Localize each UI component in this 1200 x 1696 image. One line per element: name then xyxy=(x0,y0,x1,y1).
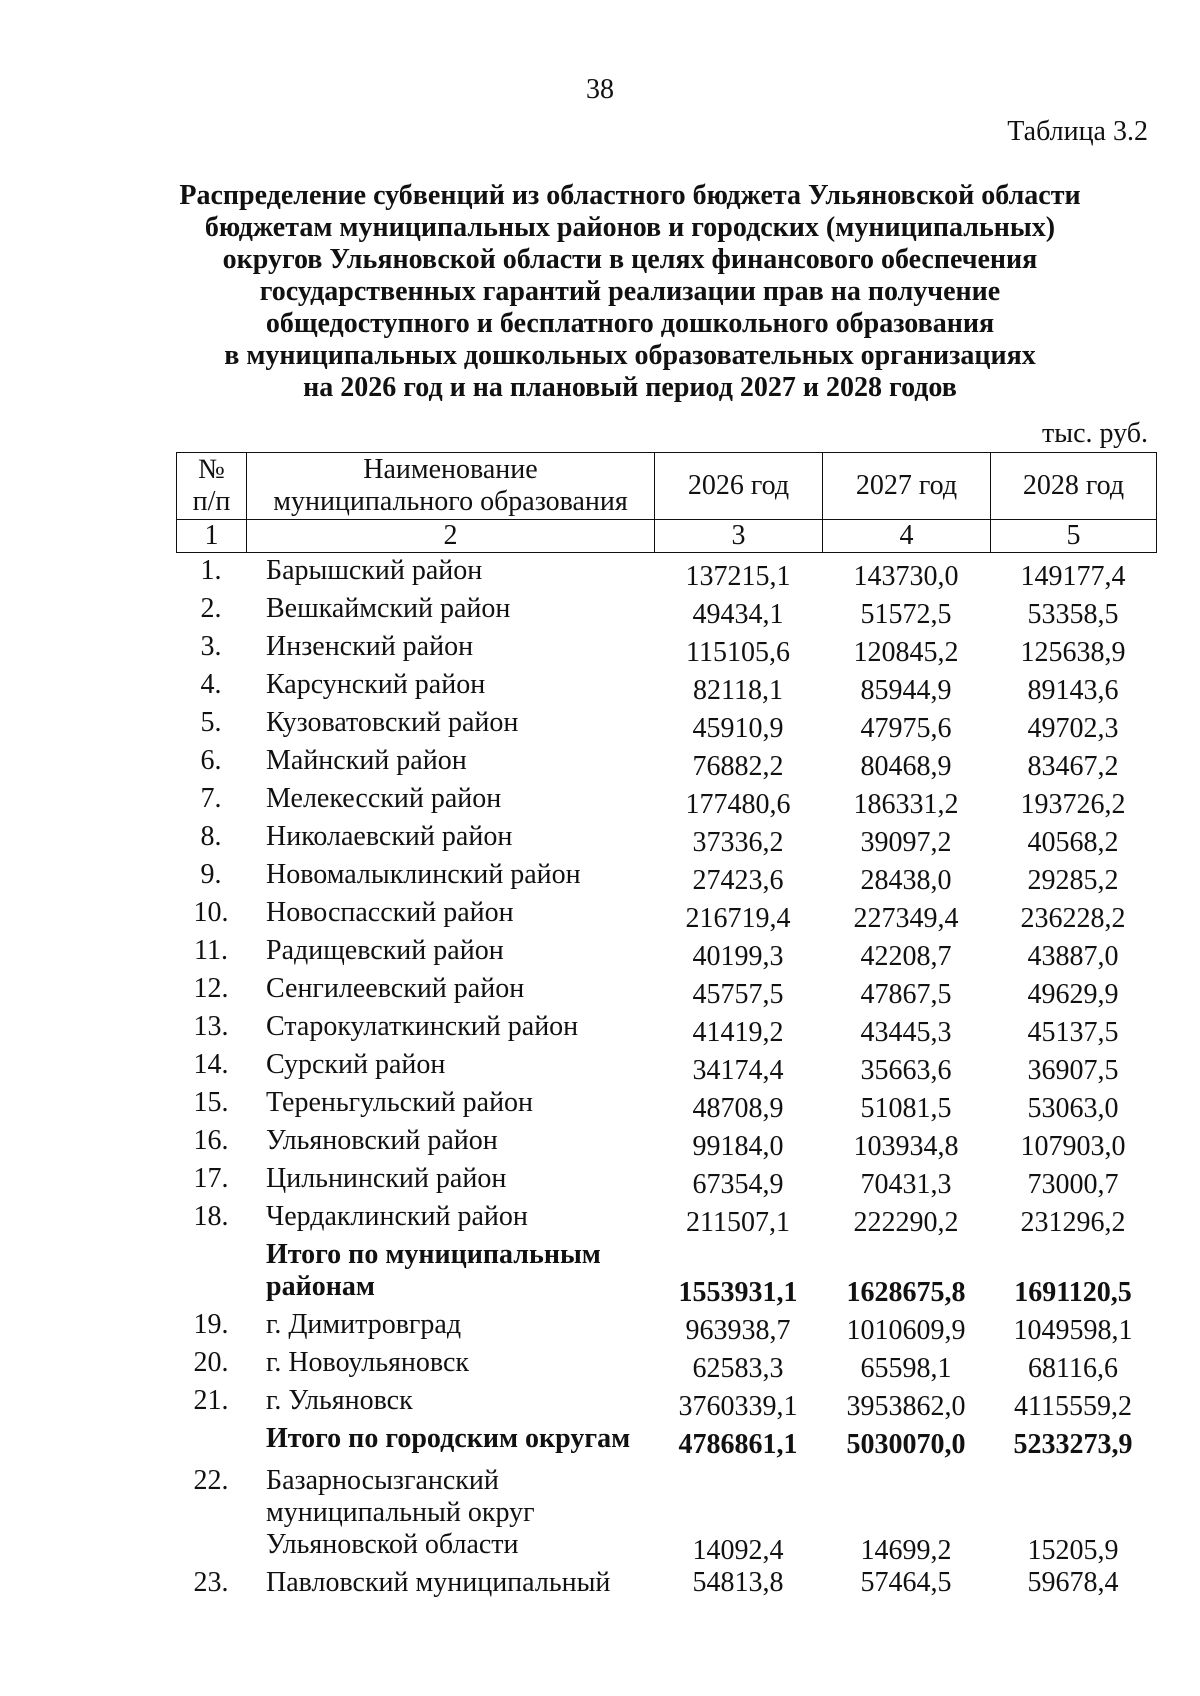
page-number: 38 xyxy=(586,74,614,105)
row-name: Инзенский район xyxy=(266,631,474,662)
cell-2028: 5233273,9 xyxy=(1013,1429,1133,1460)
cell-2026: 62583,3 xyxy=(692,1353,784,1384)
header-name: Наименование муниципального образования xyxy=(247,453,655,520)
row-name: Кузоватовский район xyxy=(266,707,519,738)
cell-2027: 47867,5 xyxy=(860,979,952,1010)
row-number: 10. xyxy=(193,897,229,928)
title-line: округов Ульяновской области в целях финансового обеспечения xyxy=(222,244,1038,275)
unit-label: тыс. руб. xyxy=(1042,418,1148,449)
table-row xyxy=(176,969,1162,1010)
cell-2028: 107903,0 xyxy=(1020,1131,1126,1162)
row-number: 15. xyxy=(193,1087,229,1118)
cell-2028: 4115559,2 xyxy=(1014,1391,1132,1422)
cell-2028: 125638,9 xyxy=(1020,637,1126,668)
table-row xyxy=(176,741,1162,782)
subtotal-label: Итого по муниципальным районам xyxy=(266,1239,601,1302)
cell-2028: 43887,0 xyxy=(1027,941,1119,972)
cell-2026: 4786861,1 xyxy=(678,1429,798,1460)
table-row xyxy=(176,589,1162,630)
table-row xyxy=(176,1007,1162,1048)
cell-2027: 35663,6 xyxy=(860,1055,952,1086)
cell-2028: 45137,5 xyxy=(1027,1017,1119,1048)
cell-2027: 143730,0 xyxy=(853,561,959,592)
row-name: г. Ульяновск xyxy=(266,1385,413,1416)
header-2027: 2027 год xyxy=(823,453,991,520)
table-row xyxy=(176,1305,1162,1346)
title-line: в муниципальных дошкольных образовательных организациях xyxy=(224,340,1036,371)
row-name: Чердаклинский район xyxy=(266,1201,528,1232)
cell-2026: 27423,6 xyxy=(692,865,784,896)
row-number: 20. xyxy=(193,1347,229,1378)
cell-2028: 68116,6 xyxy=(1028,1353,1118,1384)
row-name: Сурский район xyxy=(266,1049,446,1080)
row-name: Новоспасский район xyxy=(266,897,514,928)
table-row xyxy=(176,665,1162,706)
table-header xyxy=(176,452,1157,553)
table-body xyxy=(176,551,1162,1601)
cell-2027: 80468,9 xyxy=(860,751,952,782)
table-row xyxy=(176,1045,1162,1086)
row-name: Тереньгульский район xyxy=(266,1087,534,1118)
cell-2026: 963938,7 xyxy=(685,1315,791,1346)
column-index: 2 xyxy=(247,520,655,553)
title-line: на 2026 год и на плановый период 2027 и 2028 годов xyxy=(303,372,957,403)
row-number: 18. xyxy=(193,1201,229,1232)
title-line: бюджетам муниципальных районов и городских (муниципальных) xyxy=(204,212,1056,243)
row-name: Майнский район xyxy=(266,745,467,776)
row-number: 12. xyxy=(193,973,229,1004)
cell-2026: 14092,4 xyxy=(692,1535,784,1566)
row-number: 17. xyxy=(193,1163,229,1194)
cell-2027: 57464,5 xyxy=(860,1567,952,1598)
row-number: 5. xyxy=(200,707,222,738)
cell-2027: 51081,5 xyxy=(860,1093,952,1124)
title-line: общедоступного и бесплатного дошкольного образования xyxy=(265,308,995,339)
row-number: 4. xyxy=(200,669,222,700)
cell-2027: 39097,2 xyxy=(860,827,952,858)
table-row xyxy=(176,1343,1162,1384)
cell-2026: 49434,1 xyxy=(692,599,784,630)
column-index: 3 xyxy=(655,520,823,553)
cell-2027: 14699,2 xyxy=(860,1535,952,1566)
cell-2027: 85944,9 xyxy=(860,675,952,706)
cell-2027: 1010609,9 xyxy=(846,1315,966,1346)
table-row xyxy=(176,703,1162,744)
cell-2027: 70431,3 xyxy=(860,1169,952,1200)
table-row xyxy=(176,1461,1162,1566)
cell-2028: 36907,5 xyxy=(1027,1055,1119,1086)
cell-2027: 103934,8 xyxy=(853,1131,959,1162)
cell-2026: 82118,1 xyxy=(693,675,783,706)
table-label: Таблица 3.2 xyxy=(1007,116,1148,147)
header-2026: 2026 год xyxy=(655,453,823,520)
cell-2028: 89143,6 xyxy=(1027,675,1119,706)
cell-2028: 231296,2 xyxy=(1020,1207,1126,1238)
row-number: 3. xyxy=(200,631,222,662)
column-index: 5 xyxy=(991,520,1157,553)
cell-2028: 59678,4 xyxy=(1027,1567,1119,1598)
row-number: 1. xyxy=(200,555,222,586)
table-row xyxy=(176,931,1162,972)
row-number: 11. xyxy=(194,935,228,966)
cell-2028: 193726,2 xyxy=(1020,789,1126,820)
row-number: 21. xyxy=(193,1385,229,1416)
cell-2028: 1049598,1 xyxy=(1013,1315,1133,1346)
cell-2027: 28438,0 xyxy=(860,865,952,896)
row-number: 7. xyxy=(200,783,222,814)
table-row xyxy=(176,1121,1162,1162)
row-name: Сенгилеевский район xyxy=(266,973,525,1004)
cell-2026: 37336,2 xyxy=(692,827,784,858)
row-name: Николаевский район xyxy=(266,821,513,852)
table-row xyxy=(176,627,1162,668)
cell-2027: 227349,4 xyxy=(853,903,959,934)
table-row xyxy=(176,817,1162,858)
cell-2026: 40199,3 xyxy=(692,941,784,972)
cell-2026: 211507,1 xyxy=(686,1207,790,1238)
cell-2026: 115105,6 xyxy=(686,637,790,668)
table-row xyxy=(176,1563,1162,1601)
cell-2027: 3953862,0 xyxy=(846,1391,966,1422)
cell-2027: 120845,2 xyxy=(853,637,959,668)
cell-2026: 177480,6 xyxy=(685,789,791,820)
cell-2027: 65598,1 xyxy=(860,1353,952,1384)
cell-2028: 149177,4 xyxy=(1020,561,1126,592)
column-index: 1 xyxy=(177,520,247,553)
row-name: Мелекесский район xyxy=(266,783,502,814)
cell-2027: 186331,2 xyxy=(853,789,959,820)
cell-2026: 216719,4 xyxy=(685,903,791,934)
cell-2028: 73000,7 xyxy=(1027,1169,1119,1200)
row-name: Карсунский район xyxy=(266,669,486,700)
cell-2026: 3760339,1 xyxy=(678,1391,798,1422)
row-number: 19. xyxy=(193,1309,229,1340)
cell-2027: 43445,3 xyxy=(860,1017,952,1048)
table-row xyxy=(176,893,1162,934)
cell-2026: 137215,1 xyxy=(685,561,791,592)
row-number: 16. xyxy=(193,1125,229,1156)
cell-2028: 53358,5 xyxy=(1027,599,1119,630)
cell-2028: 83467,2 xyxy=(1027,751,1119,782)
header-number: № п/п xyxy=(177,453,247,520)
title-line: государственных гарантий реализации прав на получение xyxy=(259,276,1001,307)
cell-2027: 42208,7 xyxy=(860,941,952,972)
row-number: 22. xyxy=(193,1465,229,1496)
cell-2026: 45757,5 xyxy=(692,979,784,1010)
row-name: г. Димитровград xyxy=(266,1309,462,1340)
row-number: 8. xyxy=(200,821,222,852)
cell-2028: 49702,3 xyxy=(1027,713,1119,744)
document-title xyxy=(150,180,1110,404)
subtotal-cities-row xyxy=(176,1419,1162,1461)
row-name: Ульяновский район xyxy=(266,1125,498,1156)
cell-2027: 222290,2 xyxy=(853,1207,959,1238)
row-number: 6. xyxy=(200,745,222,776)
row-name: Базарносызганский муниципальный округ Ульяновской области xyxy=(266,1465,535,1560)
cell-2028: 40568,2 xyxy=(1027,827,1119,858)
cell-2026: 45910,9 xyxy=(692,713,784,744)
cell-2026: 76882,2 xyxy=(692,751,784,782)
table-row xyxy=(176,779,1162,820)
cell-2026: 34174,4 xyxy=(692,1055,784,1086)
table-row xyxy=(176,855,1162,896)
table-row xyxy=(176,1159,1162,1200)
cell-2027: 1628675,8 xyxy=(846,1277,966,1308)
table-row xyxy=(176,1083,1162,1124)
cell-2028: 29285,2 xyxy=(1027,865,1119,896)
row-number: 9. xyxy=(200,859,222,890)
cell-2026: 99184,0 xyxy=(692,1131,784,1162)
title-line: Распределение субвенций из областного бюджета Ульяновской области xyxy=(179,180,1081,211)
row-number: 14. xyxy=(193,1049,229,1080)
cell-2028: 236228,2 xyxy=(1020,903,1126,934)
cell-2028: 1691120,5 xyxy=(1014,1277,1132,1308)
cell-2027: 47975,6 xyxy=(860,713,952,744)
cell-2026: 54813,8 xyxy=(692,1567,784,1598)
row-number: 2. xyxy=(200,593,222,624)
row-name: Новомалыклинский район xyxy=(266,859,581,890)
header-2028: 2028 год xyxy=(991,453,1157,520)
cell-2026: 48708,9 xyxy=(692,1093,784,1124)
row-name: Радищевский район xyxy=(266,935,504,966)
cell-2027: 5030070,0 xyxy=(846,1429,966,1460)
row-number: 13. xyxy=(193,1011,229,1042)
cell-2028: 15205,9 xyxy=(1027,1535,1119,1566)
row-number: 23. xyxy=(193,1567,229,1598)
cell-2028: 53063,0 xyxy=(1027,1093,1119,1124)
row-name: Вешкаймский район xyxy=(266,593,511,624)
cell-2026: 67354,9 xyxy=(692,1169,784,1200)
column-index: 4 xyxy=(823,520,991,553)
table-row xyxy=(176,551,1162,592)
row-name: г. Новоульяновск xyxy=(266,1347,469,1378)
cell-2027: 51572,5 xyxy=(860,599,952,630)
subtotal-districts-row xyxy=(176,1235,1162,1308)
subtotal-label: Итого по городским округам xyxy=(266,1423,631,1454)
row-name: Старокулаткинский район xyxy=(266,1011,579,1042)
table-row xyxy=(176,1197,1162,1238)
cell-2026: 41419,2 xyxy=(692,1017,784,1048)
row-name: Барышский район xyxy=(266,555,483,586)
row-name: Цильнинский район xyxy=(266,1163,507,1194)
cell-2026: 1553931,1 xyxy=(678,1277,798,1308)
table-row xyxy=(176,1381,1162,1422)
row-name: Павловский муниципальный xyxy=(266,1567,611,1598)
cell-2028: 49629,9 xyxy=(1027,979,1119,1010)
